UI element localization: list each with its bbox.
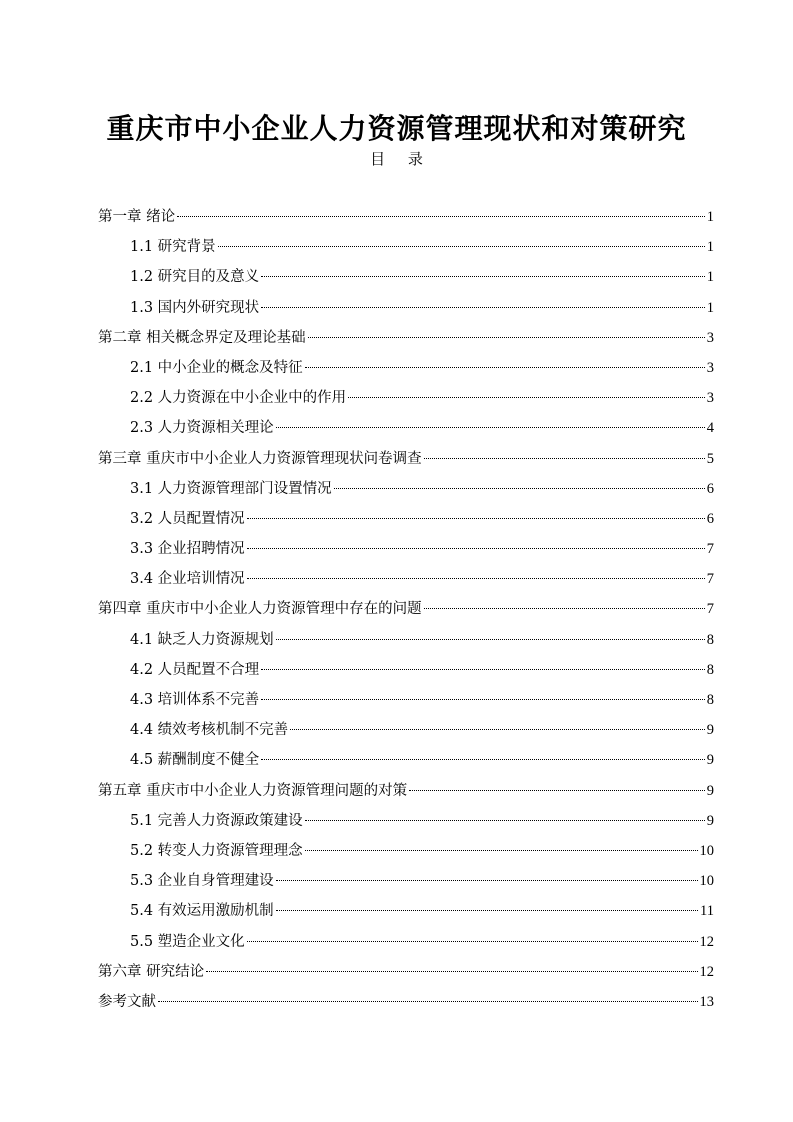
toc-page-number: 10 xyxy=(699,873,714,890)
toc-page-number: 1 xyxy=(706,209,714,225)
toc-dot-leader xyxy=(247,578,705,579)
toc-entry-label: 第四章 重庆市中小企业人力资源管理中存在的问题 xyxy=(98,601,422,618)
toc-section-entry[interactable] xyxy=(98,655,714,685)
toc-dot-leader xyxy=(305,367,705,368)
toc-entry-label: 参考文献 xyxy=(98,993,156,1010)
toc-dot-leader xyxy=(261,669,705,670)
toc-page-number: 9 xyxy=(706,782,714,799)
toc-entry-label: 2.1 中小企业的概念及特征 xyxy=(130,359,303,376)
toc-entry-label: 5.1 完善人力资源政策建设 xyxy=(130,812,303,829)
toc-page-number: 10 xyxy=(699,842,714,859)
toc-dot-leader xyxy=(261,759,705,760)
toc-entry-label: 2.3 人力资源相关理论 xyxy=(130,420,274,437)
toc-section-entry[interactable] xyxy=(98,685,714,715)
toc-dot-leader xyxy=(409,790,705,791)
toc-entry-label: 第六章 研究结论 xyxy=(98,963,205,980)
toc-entry-label: 3.1 人力资源管理部门设置情况 xyxy=(130,480,332,497)
toc-entry-label: 第二章 相关概念界定及理论基础 xyxy=(98,329,306,346)
toc-page-number: 5 xyxy=(706,450,714,467)
toc-page-number: 8 xyxy=(706,631,714,648)
toc-dot-leader xyxy=(247,548,705,549)
toc-section-entry[interactable] xyxy=(98,534,714,564)
toc-chapter-entry[interactable] xyxy=(98,444,714,474)
toc-entry-label: 3.3 企业招聘情况 xyxy=(130,541,245,558)
toc-page-number: 9 xyxy=(706,722,714,739)
toc-section-entry[interactable] xyxy=(98,413,714,443)
toc-section-entry[interactable] xyxy=(98,383,714,413)
toc-page-number: 11 xyxy=(700,903,714,920)
toc-chapter-entry[interactable] xyxy=(98,957,714,987)
toc-page-number: 9 xyxy=(706,752,714,769)
document-title: 重庆市中小企业人力资源管理现状和对策研究 xyxy=(106,111,687,145)
toc-dot-leader xyxy=(206,971,697,972)
toc-page-number: 7 xyxy=(706,601,714,618)
toc-heading: 目 录 xyxy=(370,150,423,168)
toc-section-entry[interactable] xyxy=(98,715,714,745)
toc-page-number: 6 xyxy=(706,510,714,527)
toc-section-entry[interactable] xyxy=(98,293,714,323)
toc-entry-label: 第一章 绪论 xyxy=(98,209,176,225)
toc-page-number: 1 xyxy=(706,269,714,286)
toc-dot-leader xyxy=(261,307,705,308)
toc-section-entry[interactable] xyxy=(98,625,714,655)
toc-section-entry[interactable] xyxy=(98,353,714,383)
toc-dot-leader xyxy=(218,246,705,247)
toc-page-number: 6 xyxy=(706,480,714,497)
toc-entry-label: 1.3 国内外研究现状 xyxy=(130,299,260,316)
toc-entry-label: 5.4 有效运用激励机制 xyxy=(130,903,274,920)
toc-dot-leader xyxy=(276,910,698,911)
toc-section-entry[interactable] xyxy=(98,896,714,926)
toc-section-entry[interactable] xyxy=(98,564,714,594)
toc-dot-leader xyxy=(158,1001,698,1002)
toc-dot-leader xyxy=(334,488,705,489)
toc-dot-leader xyxy=(424,608,705,609)
toc-chapter-entry[interactable] xyxy=(98,776,714,806)
toc-page-number: 3 xyxy=(706,359,714,376)
toc-chapter-entry[interactable] xyxy=(98,202,714,232)
toc-page-number: 3 xyxy=(706,390,714,407)
toc-section-entry[interactable] xyxy=(98,836,714,866)
toc-dot-leader xyxy=(308,337,705,338)
toc-page-number: 7 xyxy=(706,571,714,588)
toc-dot-leader xyxy=(177,216,705,217)
toc-chapter-entry[interactable] xyxy=(98,594,714,624)
toc-dot-leader xyxy=(305,820,705,821)
toc-entry-label: 1.1 研究背景 xyxy=(130,239,216,256)
toc-page-number: 13 xyxy=(699,993,714,1010)
toc-page-number: 12 xyxy=(699,933,714,950)
toc-section-entry[interactable] xyxy=(98,806,714,836)
toc-page-number: 1 xyxy=(706,239,714,256)
toc-section-entry[interactable] xyxy=(98,504,714,534)
toc-dot-leader xyxy=(247,518,705,519)
toc-dot-leader xyxy=(261,699,705,700)
toc-entry-label: 4.1 缺乏人力资源规划 xyxy=(130,631,274,648)
toc-page-number: 12 xyxy=(699,963,714,980)
toc-page-number: 9 xyxy=(706,812,714,829)
toc-page-number: 8 xyxy=(706,692,714,708)
toc-dot-leader xyxy=(276,880,698,881)
toc-entry-label: 第五章 重庆市中小企业人力资源管理问题的对策 xyxy=(98,782,408,799)
toc-dot-leader xyxy=(290,729,705,730)
toc-page-number: 7 xyxy=(706,541,714,558)
toc-entry-label: 1.2 研究目的及意义 xyxy=(130,269,260,286)
toc-dot-leader xyxy=(247,941,698,942)
toc-dot-leader xyxy=(424,458,705,459)
toc-section-entry[interactable] xyxy=(98,927,714,957)
toc-entry-label: 4.5 薪酬制度不健全 xyxy=(130,752,260,769)
toc-dot-leader xyxy=(276,427,705,428)
toc-dot-leader xyxy=(261,276,705,277)
toc-dot-leader xyxy=(348,397,705,398)
toc-chapter-entry[interactable] xyxy=(98,987,714,1017)
toc-entry-label: 5.2 转变人力资源管理理念 xyxy=(130,842,303,859)
toc-entry-label: 4.4 绩效考核机制不完善 xyxy=(130,722,289,739)
toc-page-number: 1 xyxy=(706,299,714,316)
toc-page-number: 8 xyxy=(706,661,714,678)
toc-entry-label: 4.3 培训体系不完善 xyxy=(130,692,260,708)
toc-section-entry[interactable] xyxy=(98,745,714,775)
toc-entry-label: 4.2 人员配置不合理 xyxy=(130,661,260,678)
toc-section-entry[interactable] xyxy=(98,232,714,262)
toc-entry-label: 2.2 人力资源在中小企业中的作用 xyxy=(130,390,347,407)
toc-entry-label: 3.4 企业培训情况 xyxy=(130,571,245,588)
toc-entry-label: 第三章 重庆市中小企业人力资源管理现状问卷调查 xyxy=(98,450,422,467)
toc-page-number: 4 xyxy=(706,420,714,437)
toc-section-entry[interactable] xyxy=(98,262,714,292)
toc-entry-label: 5.5 塑造企业文化 xyxy=(130,933,245,950)
toc-section-entry[interactable] xyxy=(98,474,714,504)
toc-entry-label: 3.2 人员配置情况 xyxy=(130,510,245,527)
toc-dot-leader xyxy=(276,639,705,640)
toc-section-entry[interactable] xyxy=(98,866,714,896)
toc-chapter-entry[interactable] xyxy=(98,323,714,353)
toc-entry-label: 5.3 企业自身管理建设 xyxy=(130,873,274,890)
toc-dot-leader xyxy=(305,850,698,851)
table-of-contents xyxy=(98,202,714,1017)
toc-page-number: 3 xyxy=(706,329,714,346)
